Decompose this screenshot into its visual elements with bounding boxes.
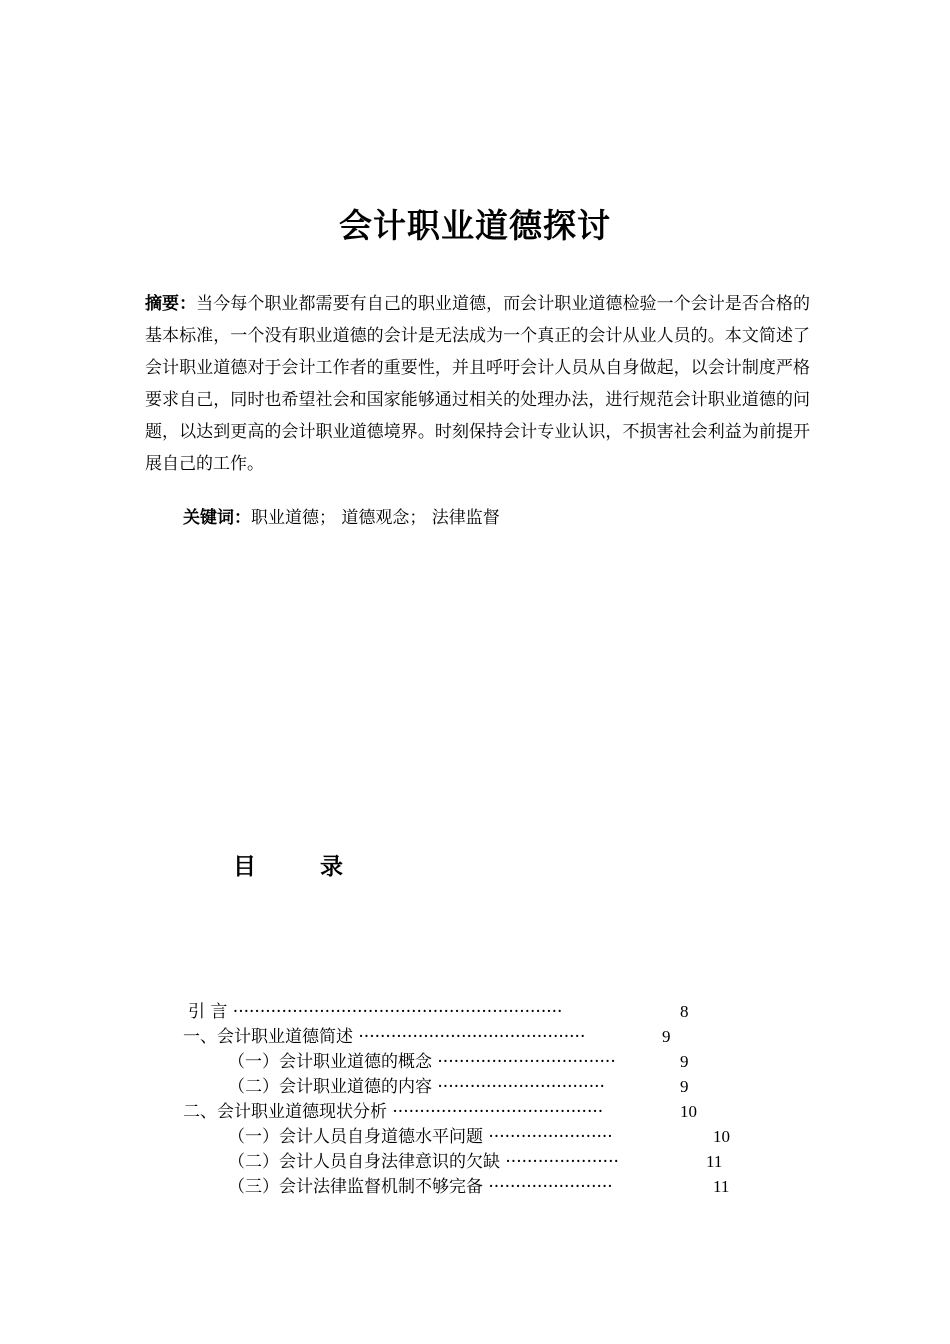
abstract-paragraph [145,288,810,480]
toc-entry-page: 9 [662,1027,671,1046]
toc-heading-second: 录 [320,854,343,880]
abstract-text: 当今每个职业都需要有自己的职业道德，而会计职业道德检验一个会计是否合格的基本标准，一个没有职业道德的会计是无法成为一个真正的会计从业人员的。本文简述了会计职业道德对于会计工作者的重要性，并且呼吁会计人员从自身做起，以会计制度严格要求自己，同时也希望社会和国家能够通过相关的处理办法，进行规范会计职业道德的问题，以达到更高的会计职业道德境界。时刻保持会计专业认识，不损害社会利益为前提开展自己的工作。 [145,294,811,474]
toc-entry-text: （一）会计职业道德的概念 ································· [228,1052,616,1072]
toc-heading [233,848,343,881]
toc-entry-page: 11 [713,1177,730,1196]
toc-entry-text: （一）会计人员自身道德水平问题 ······················· [228,1127,613,1147]
toc-entry-text: 引 言 ····························································· [188,1002,563,1022]
toc-entry-page: 10 [713,1127,730,1146]
toc-entry-page: 9 [680,1052,689,1071]
toc-entry-text: （二）会计职业道德的内容 ······························· [228,1077,605,1097]
toc-heading-first: 目 [233,854,256,880]
toc-entry-text: （二）会计人员自身法律意识的欠缺 ····················· [228,1152,619,1172]
toc-entry[interactable] [183,1100,697,1124]
toc-entry[interactable] [228,1175,730,1199]
toc-entry-text: （三）会计法律监督机制不够完备 ······················· [228,1177,613,1197]
document-title: 会计职业道德探讨 [339,206,611,245]
keywords-text: 职业道德； 道德观念； 法律监督 [251,508,500,528]
toc-entry-page: 10 [680,1102,697,1121]
toc-entry[interactable] [228,1075,689,1099]
toc-entry[interactable] [228,1150,723,1174]
toc-entry-page: 9 [680,1077,689,1096]
toc-entry-page: 11 [706,1152,723,1171]
abstract-label: 摘要： [145,294,197,314]
toc-entry[interactable] [188,1000,689,1024]
toc-entry-text: 一、会计职业道德简述 ·········································· [183,1027,586,1047]
toc-entry[interactable] [228,1050,689,1074]
keywords-label: 关键词： [183,508,251,528]
toc-entry[interactable] [228,1125,730,1149]
keywords-line [183,504,500,532]
toc-entry-page: 8 [680,1002,689,1021]
toc-entry[interactable] [183,1025,671,1049]
toc-entry-text: 二、会计职业道德现状分析 ······································· [183,1102,604,1122]
